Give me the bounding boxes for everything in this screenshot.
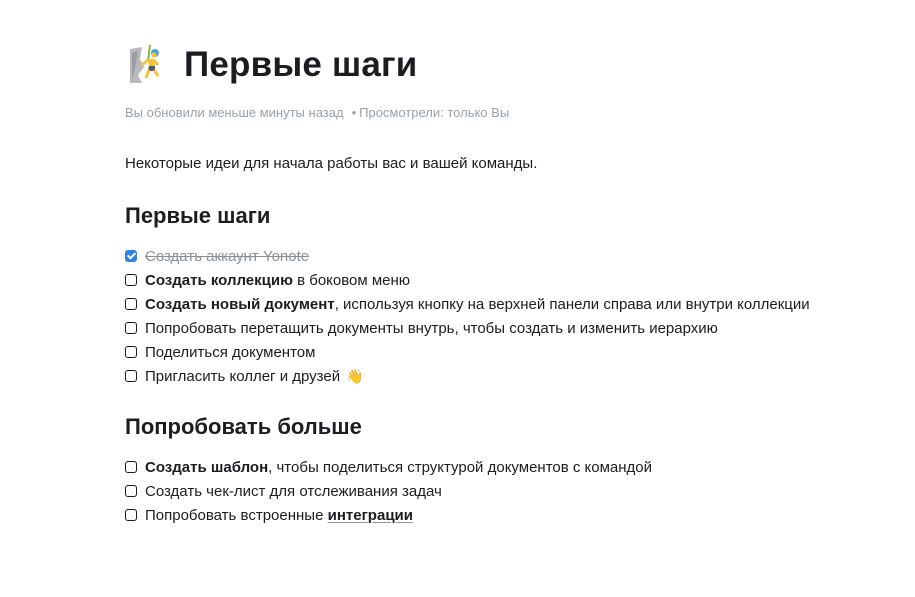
- checkbox[interactable]: [125, 509, 137, 521]
- title-row: [128, 42, 418, 88]
- checkbox-checked[interactable]: [125, 250, 137, 262]
- item-bold-text: Создать шаблон: [145, 458, 269, 476]
- viewed-by-link[interactable]: Просмотрели: только Вы: [359, 105, 510, 120]
- item-text: Попробовать перетащить документы внутрь, чтобы создать и изменить иерархию: [145, 319, 718, 337]
- item-text: Создать чек-лист для отслеживания задач: [145, 482, 442, 500]
- checkbox[interactable]: [125, 370, 137, 382]
- item-bold-text: Создать новый документ: [145, 295, 335, 313]
- item-text: Поделиться документом: [145, 343, 316, 361]
- item-text: Создать аккаунт Yonote: [145, 247, 310, 265]
- checkbox[interactable]: [125, 298, 137, 310]
- checklist-try-more: [125, 455, 652, 527]
- checklist-item: [125, 455, 652, 479]
- item-text: , чтобы поделиться структурой документов с командой: [268, 458, 653, 476]
- checkbox[interactable]: [125, 346, 137, 358]
- item-text: , используя кнопку на верхней панели справа или внутри коллекции: [334, 295, 810, 313]
- checklist-item: [125, 316, 810, 340]
- intro-paragraph: Некоторые идеи для начала работы вас и вашей команды.: [125, 155, 538, 172]
- checklist-item: [125, 340, 810, 364]
- document-meta: [125, 105, 509, 120]
- checklist-item: [125, 503, 652, 527]
- meta-separator: •: [351, 105, 357, 120]
- updated-status: Вы обновили меньше минуты назад: [125, 105, 344, 120]
- waving-hand-icon: 👋: [346, 367, 364, 384]
- section-heading-try-more: Попробовать больше: [125, 414, 362, 439]
- item-text: в боковом меню: [292, 271, 411, 289]
- checkbox[interactable]: [125, 274, 137, 286]
- checklist-item: [125, 244, 810, 268]
- checklist-item: [125, 292, 810, 316]
- checkbox[interactable]: [125, 485, 137, 497]
- checklist-item: [125, 268, 810, 292]
- checkbox[interactable]: [125, 322, 137, 334]
- item-bold-text: Создать коллекцию: [145, 271, 293, 289]
- item-text: Попробовать встроенные: [145, 506, 328, 524]
- checkbox[interactable]: [125, 461, 137, 473]
- checklist-first-steps: [125, 244, 810, 388]
- integrations-link[interactable]: интеграции: [327, 506, 413, 524]
- person-climbing-icon[interactable]: [128, 45, 164, 85]
- checklist-item: [125, 479, 652, 503]
- page-title[interactable]: Первые шаги: [184, 45, 418, 84]
- item-text: Пригласить коллег и друзей: [145, 367, 341, 385]
- checklist-item: [125, 364, 810, 388]
- section-heading-first-steps: Первые шаги: [125, 203, 271, 228]
